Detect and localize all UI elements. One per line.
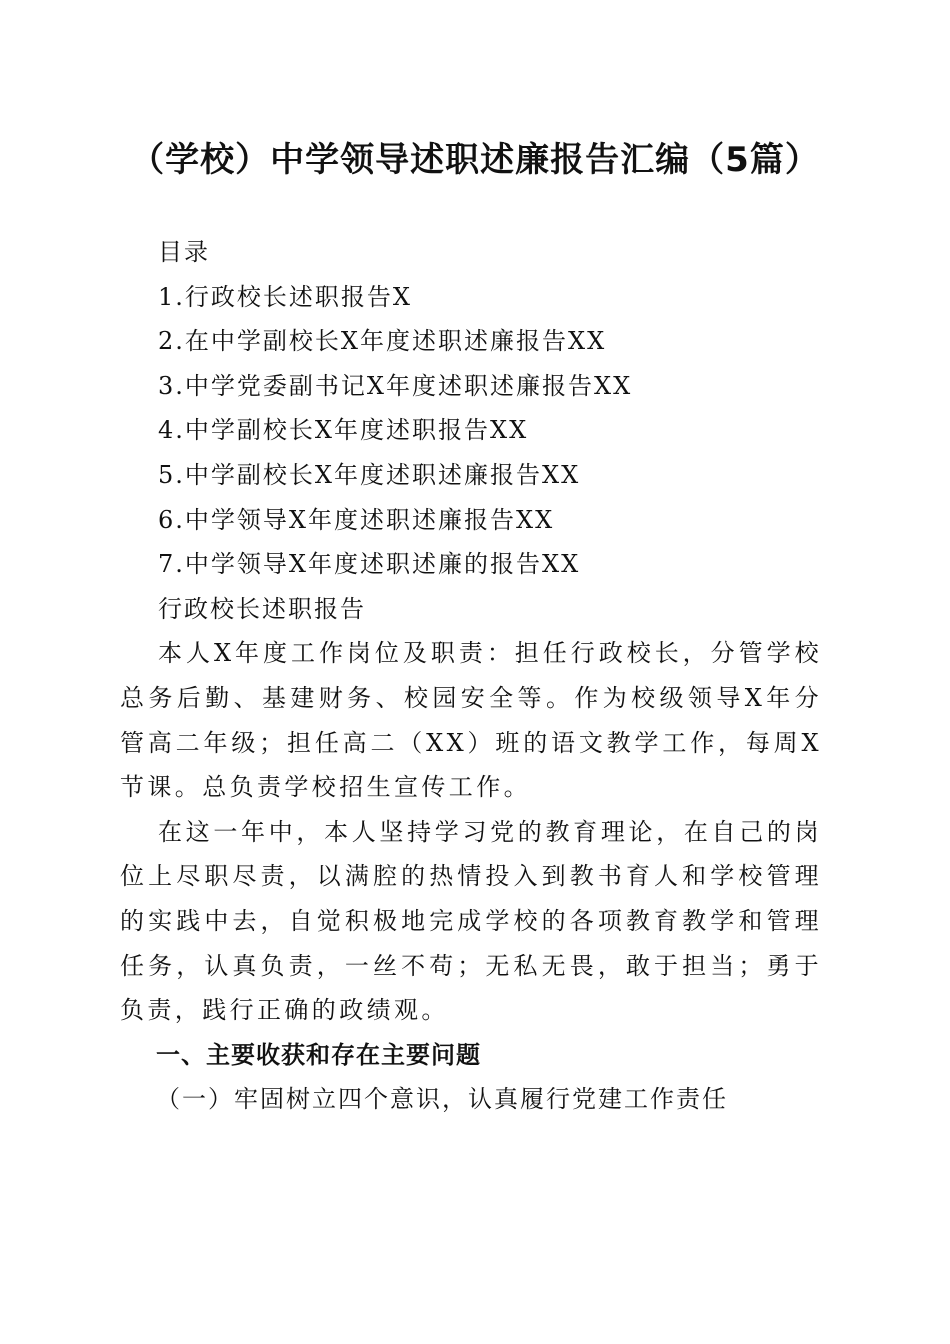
toc-heading: 目录 [158, 238, 210, 266]
section-title: 行政校长述职报告 [158, 594, 366, 623]
toc-item: 1.行政校长述职报告X [158, 282, 412, 311]
body-paragraph: 在这一年中，本人坚持学习党的教育理论，在自己的岗位上尽职尽责，以满腔的热情投入到教书育人和学校管理的实践中去，自觉积极地完成学校的各项教育教学和管理任务，认真负责，一丝不苟；无私无畏，敢于担当；勇于负责，践行正确的政绩观。 [120, 817, 822, 1025]
section-heading: 一、主要收获和存在主要问题 [156, 1040, 481, 1069]
toc-item: 4.中学副校长X年度述职报告XX [158, 416, 529, 445]
body-paragraph: 本人X年度工作岗位及职责：担任行政校长，分管学校总务后勤、基建财务、校园安全等。作为校级领导X年分管高二年级；担任高二（XX）班的语文教学工作，每周X节课。总负责学校招生宣传工作。 [120, 639, 822, 802]
section-subheading: （一）牢固树立四个意识，认真履行党建工作责任 [156, 1085, 728, 1114]
toc-item: 7.中学领导X年度述职述廉的报告XX [158, 550, 581, 579]
toc-item: 6.中学领导X年度述职述廉报告XX [158, 505, 555, 534]
toc-item: 3.中学党委副书记X年度述职述廉报告XX [158, 371, 633, 400]
document-body [120, 230, 822, 1122]
toc-item: 5.中学副校长X年度述职述廉报告XX [158, 460, 581, 489]
document-title: （学校）中学领导述职述廉报告汇编（5篇） [130, 140, 820, 180]
toc-item: 2.在中学副校长X年度述职述廉报告XX [158, 327, 607, 356]
